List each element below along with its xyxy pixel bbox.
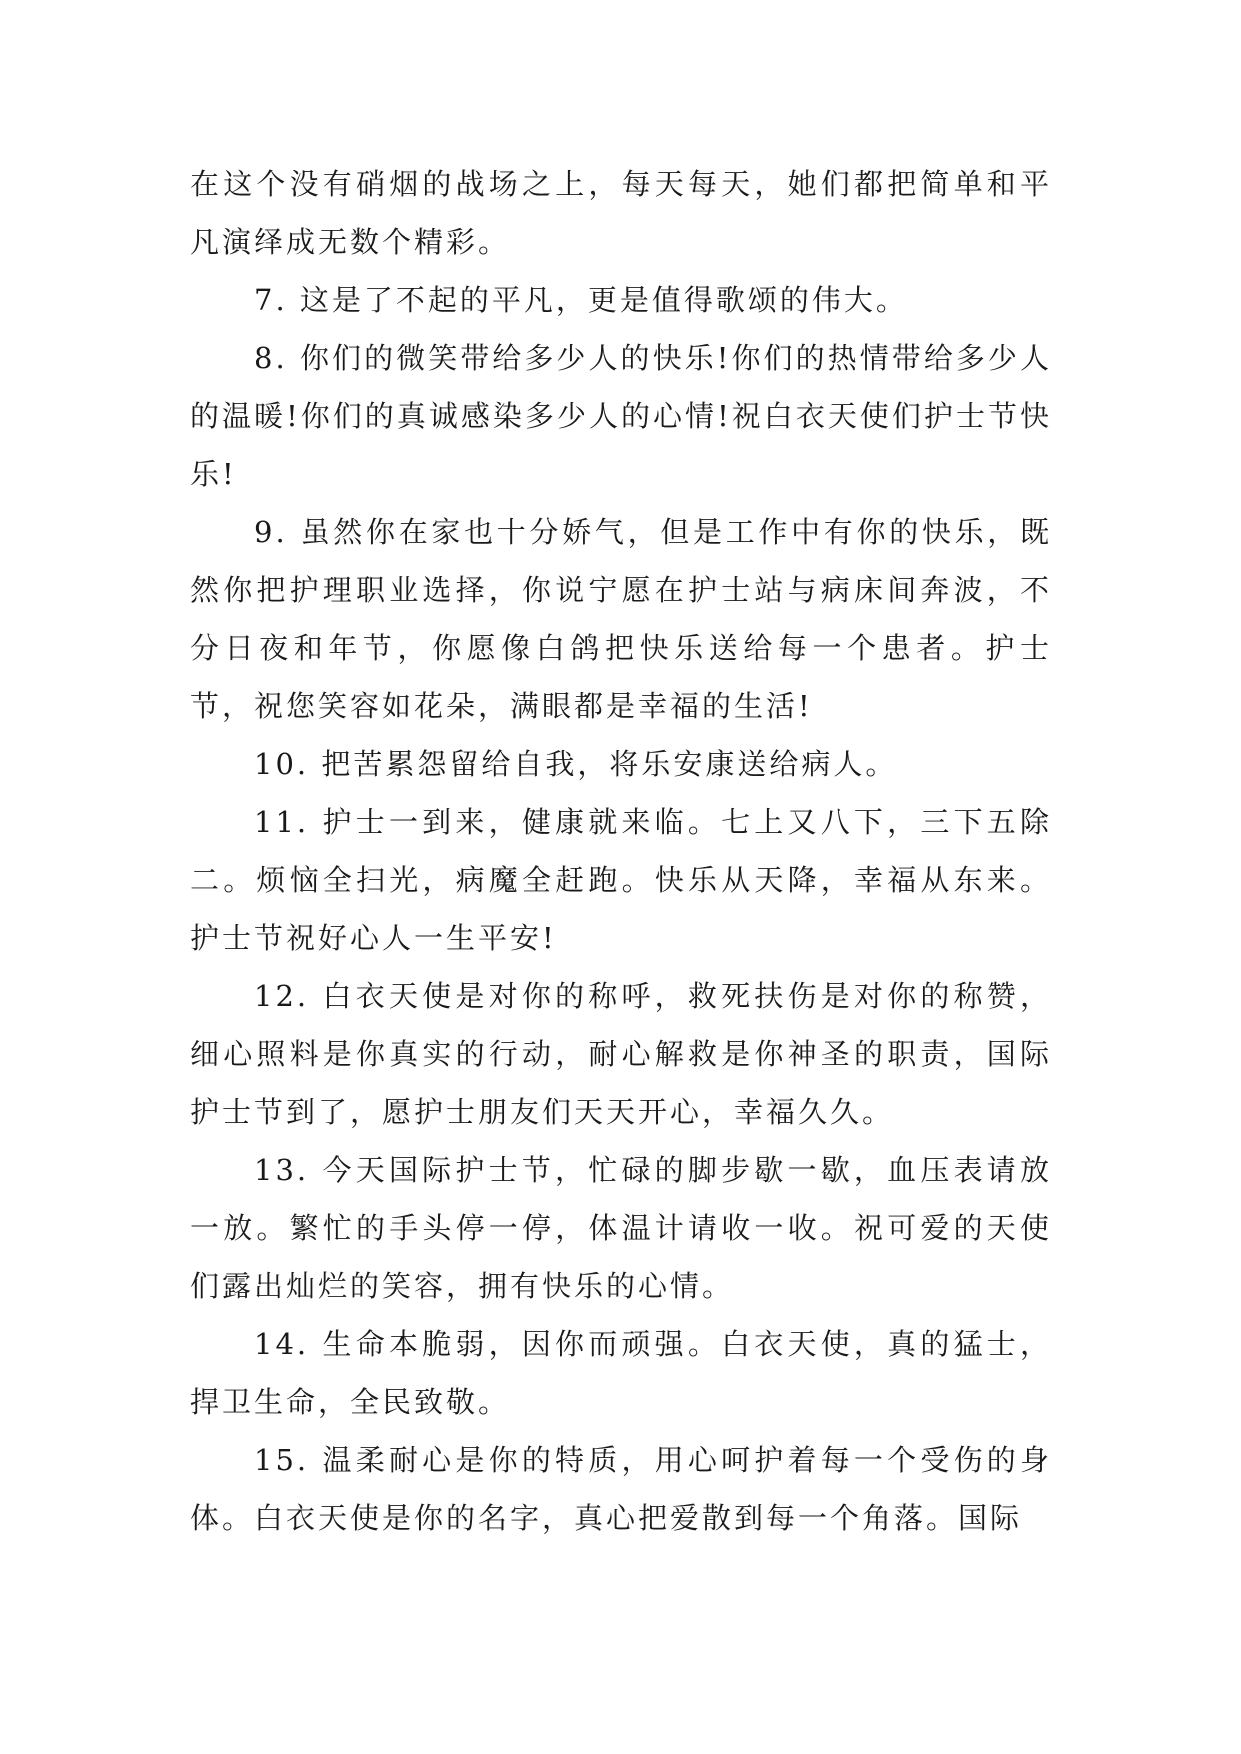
paragraph-item-13: 13. 今天国际护士节，忙碌的脚步歇一歇，血压表请放一放。繁忙的手头停一停，体温计请收一收。祝可爱的天使们露出灿烂的笑容，拥有快乐的心情。 xyxy=(190,1153,1052,1303)
paragraph-item-10: 10. 把苦累怨留给自我，将乐安康送给病人。 xyxy=(254,747,898,781)
paragraph-item-14: 14. 生命本脆弱，因你而顽强。白衣天使，真的猛士，捍卫生命，全民致敬。 xyxy=(190,1327,1052,1419)
paragraph-item-15: 15. 温柔耐心是你的特质，用心呵护着每一个受伤的身体。白衣天使是你的名字，真心把爱散到每一个角落。国际 xyxy=(190,1443,1052,1535)
paragraph-item-12: 12. 白衣天使是对你的称呼，救死扶伤是对你的称赞，细心照料是你真实的行动，耐心解救是你神圣的职责，国际护士节到了，愿护士朋友们天天开心，幸福久久。 xyxy=(190,979,1052,1129)
paragraph-item-8: 8. 你们的微笑带给多少人的快乐!你们的热情带给多少人的温暖!你们的真诚感染多少人的心情!祝白衣天使们护士节快乐! xyxy=(190,341,1052,491)
paragraph-item-7: 7. 这是了不起的平凡，更是值得歌颂的伟大。 xyxy=(254,283,908,317)
document-body xyxy=(190,155,1052,1547)
paragraph-continuation: 在这个没有硝烟的战场之上，每天每天，她们都把简单和平凡演绎成无数个精彩。 xyxy=(190,167,1052,259)
paragraph-item-9: 9. 虽然你在家也十分娇气，但是工作中有你的快乐，既然你把护理职业选择，你说宁愿在护士站与病床间奔波，不分日夜和年节，你愿像白鸽把快乐送给每一个患者。护士节，祝您笑容如花朵，满眼都是幸福的生活! xyxy=(190,515,1052,723)
paragraph-item-11: 11. 护士一到来，健康就来临。七上又八下，三下五除二。烦恼全扫光，病魔全赶跑。快乐从天降，幸福从东来。护士节祝好心人一生平安! xyxy=(190,805,1052,955)
